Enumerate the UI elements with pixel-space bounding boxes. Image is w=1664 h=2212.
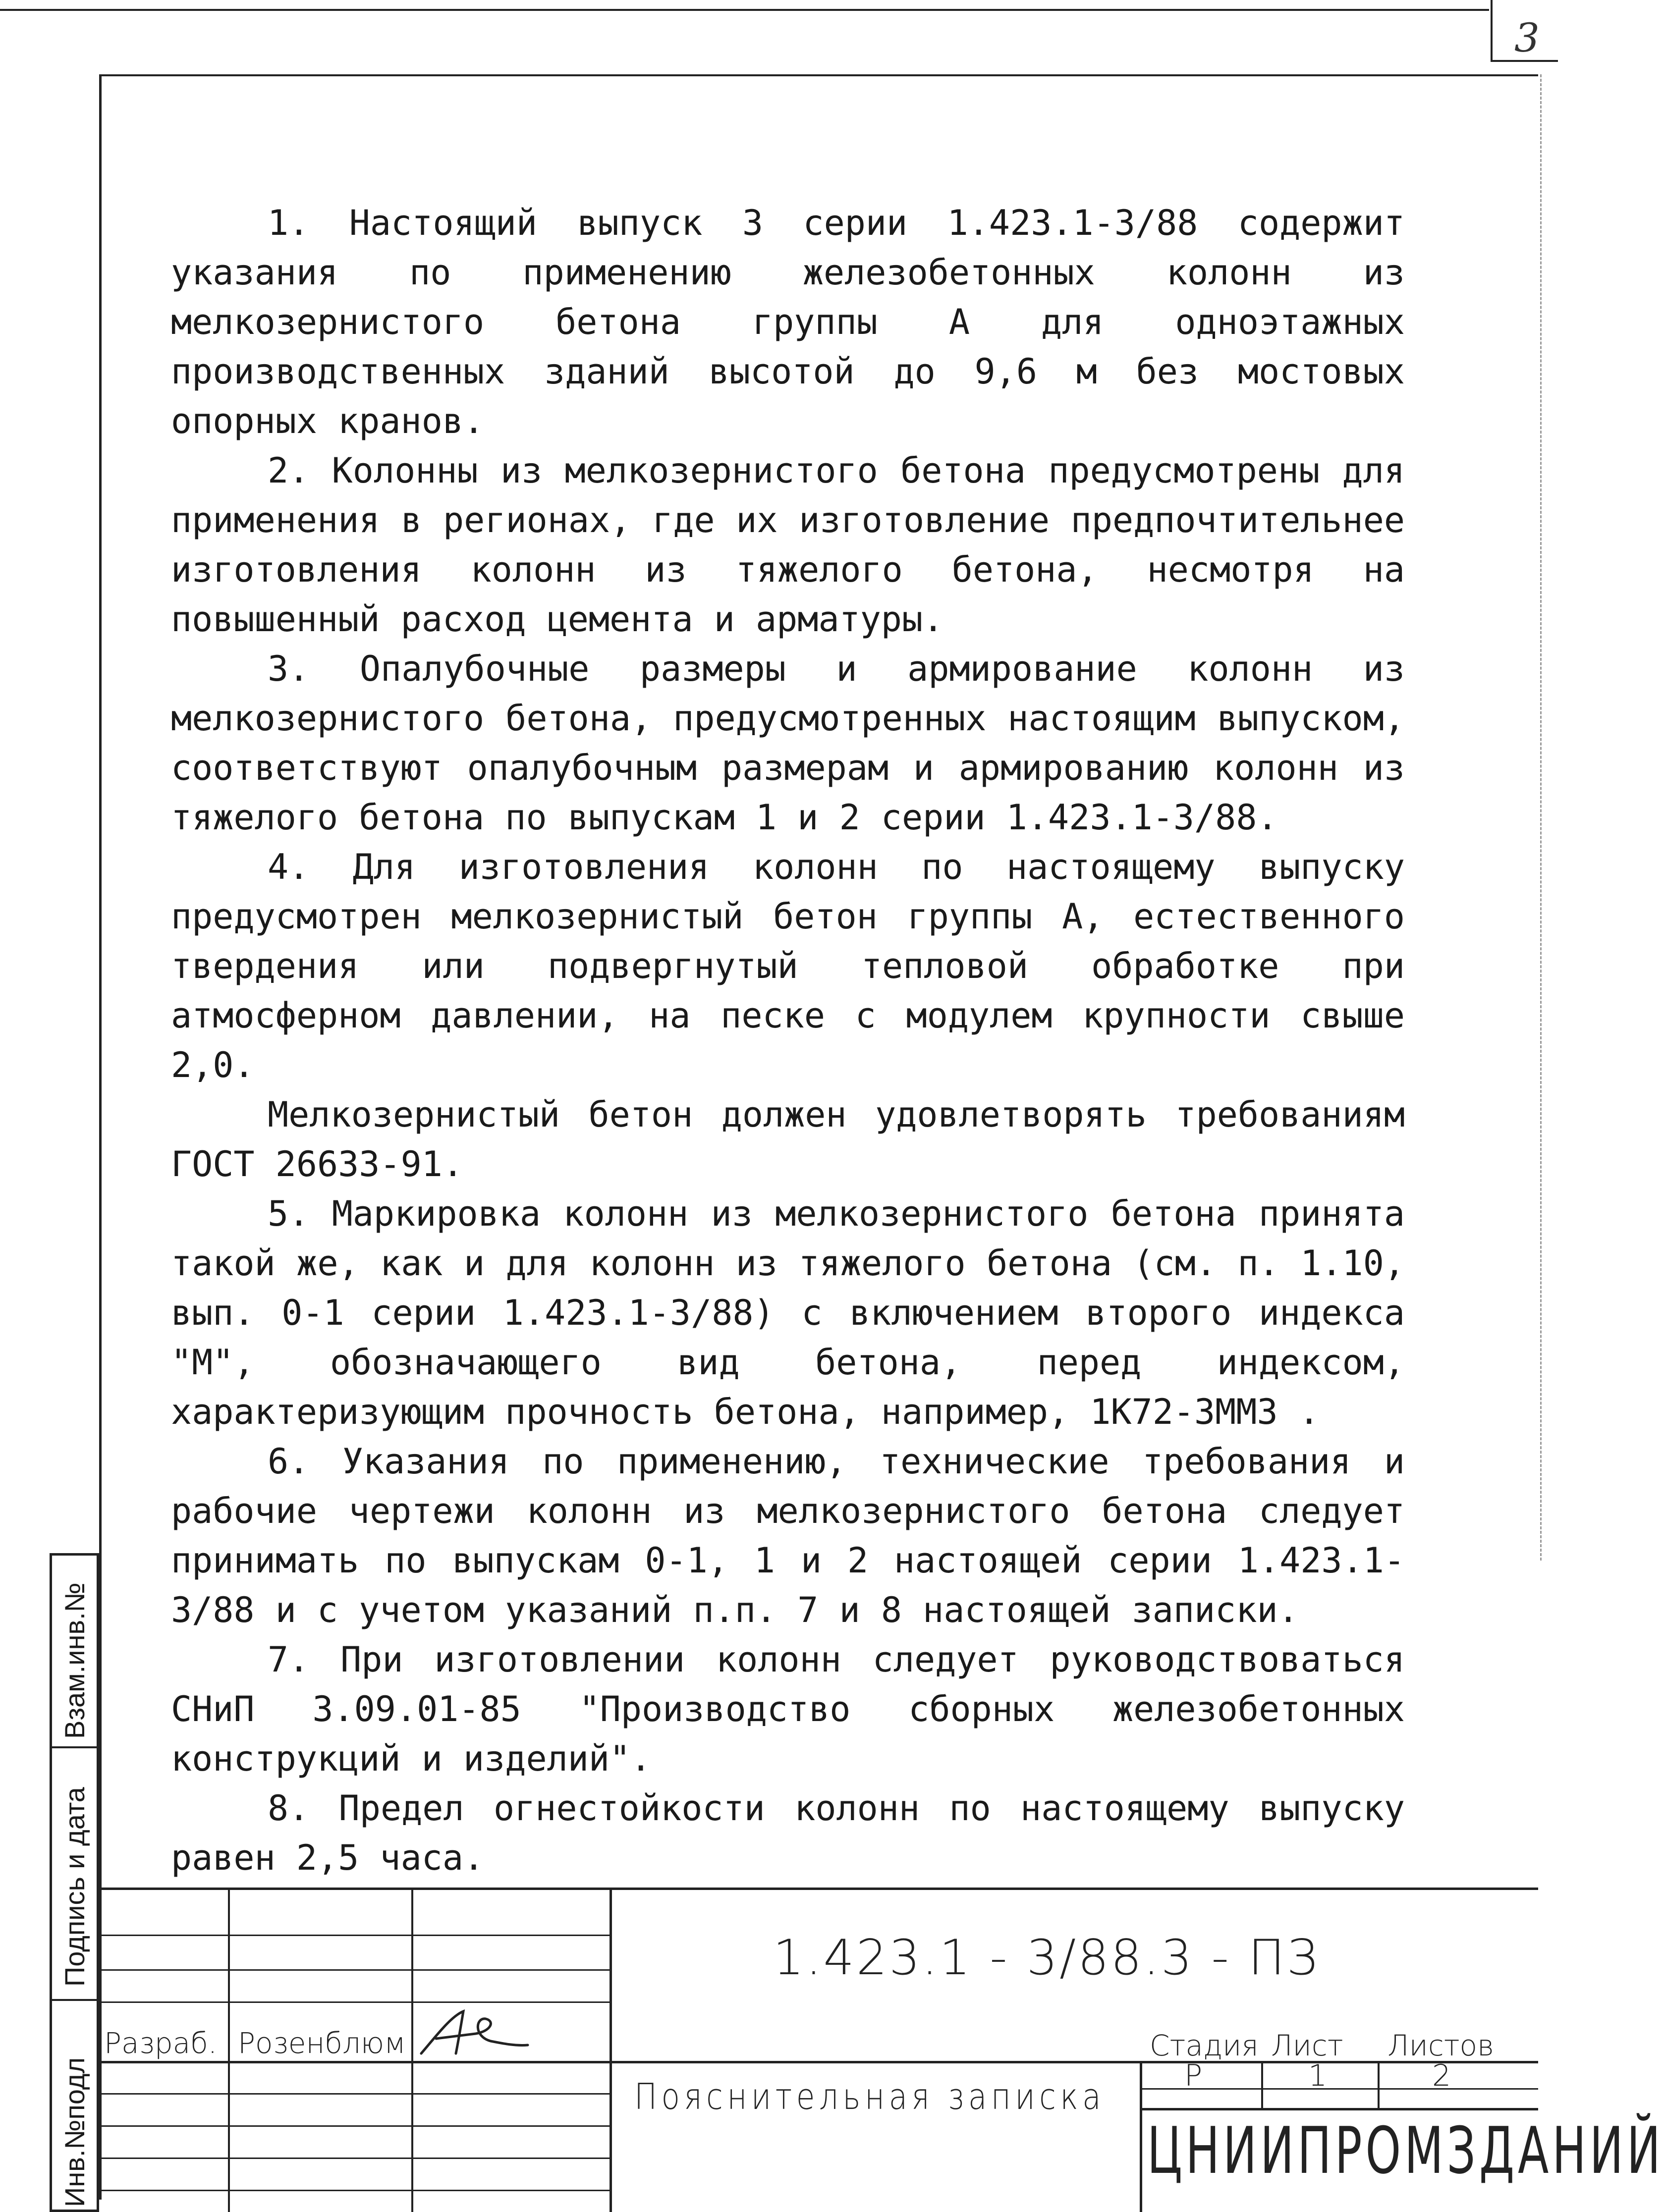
paragraph-4-note: Мелкозернистый бетон должен удовлетворять требованиям ГОСТ 26633-91. (171, 1094, 1405, 1185)
paragraph-8: 8. Предел огнестойкости колонн по настоящему выпуску равен 2,5 часа. (171, 1788, 1405, 1878)
paragraph-7: 7. При изготовлении колонн следует руководствоваться СНиП 3.09.01-85 "Производство сборных железобетонных конструкций и изделий". (171, 1639, 1405, 1779)
stamp-column-line (1261, 2061, 1263, 2108)
paragraph-6: 6. Указания по применению, технические требования и рабочие чертежи колонн из мелкозернистого бетона следует принимать по выпускам 0-1, 1 и 2 настоящей серии 1.423.1-3/88 и с учетом указаний п.п. 7 и 8 настоящей записки. (171, 1441, 1405, 1630)
paragraph-4: 4. Для изготовления колонн по настоящему выпуску предусмотрен мелкозернистый бетон группы А, естественного твердения или подвергнутый тепловой обработке при атмосферном давлении, на песке с модулем крупности свыше 2,0. (171, 847, 1405, 1085)
stamp-column-line (228, 1888, 230, 2212)
explanatory-text (171, 198, 1405, 1883)
developer-signature (416, 2006, 530, 2061)
sheet-number: 3 (1514, 15, 1540, 61)
stamp-row-line (99, 2125, 610, 2127)
stamp-row-line (99, 2001, 610, 2003)
signature-date-label: Подпись и дата (59, 1787, 90, 1987)
developer-role-label: Разраб. (104, 2026, 218, 2060)
sheet-value: 1 (1308, 2058, 1328, 2093)
document-code: 1.423.1 - 3/88.3 - ПЗ (773, 1930, 1320, 1986)
stamp-row-line (99, 1969, 610, 1971)
paragraph-5: 5. Маркировка колонн из мелкозернистого бетона принята такой же, как и для колонн из тяжелого бетона (см. п. 1.10, вып. 0-1 серии 1.423.1-3/88) с включением второго индекса "М", обозначающего вид бетона, перед индексом, характеризующим прочность бетона, например, 1К72-3ММ3 . (171, 1193, 1405, 1432)
stage-header: Стадия (1150, 2029, 1259, 2062)
stage-value: Р (1184, 2058, 1203, 2093)
paragraph-3: 3. Опалубочные размеры и армирование колонн из мелкозернистого бетона, предусмотренных настоящим выпуском, соответствуют опалубочным размерам и армированию колонн из тяжелого бетона по выпускам 1 и 2 серии 1.423.1-3/88. (171, 648, 1405, 838)
stamp-row-line (99, 2158, 610, 2159)
right-edge-line (1540, 74, 1542, 1561)
stamp-row-line (1140, 2108, 1538, 2110)
developer-name: Розенблюм (238, 2026, 406, 2060)
inventory-number-label: Инв.№подл (59, 2057, 90, 2207)
stamp-column-line (610, 1888, 612, 2212)
stamp-column-line (1378, 2061, 1380, 2108)
stamp-row-line (99, 2190, 610, 2191)
stamp-row-line (99, 2093, 610, 2095)
stamp-column-line (1140, 2061, 1142, 2212)
stamp-row-line (99, 1935, 610, 1936)
side-strip-divider (52, 1999, 97, 2001)
paragraph-2: 2. Колонны из мелкозернистого бетона предусмотрены для применения в регионах, где их изготовление предпочтительнее изготовления колонн из тяжелого бетона, несмотря на повышенный расход цемента и арматуры. (171, 450, 1405, 640)
sheets-header: Листов (1387, 2029, 1495, 2062)
sheet-header: Лист (1271, 2029, 1343, 2062)
top-border-line (0, 9, 1489, 11)
paragraph-1: 1. Настоящий выпуск 3 серии 1.423.1-3/88 содержит указания по применению железобетонных колонн из мелкозернистого бетона группы А для одноэтажных производственных зданий высотой до 9,6 м без мостовых опорных кранов. (171, 203, 1405, 441)
side-strip-divider (52, 1746, 97, 1748)
document-title: Пояснительная записка (634, 2076, 1106, 2117)
sheets-value: 2 (1432, 2058, 1451, 2093)
stamp-column-line (411, 1888, 413, 2212)
organization-name: ЦНИИПРОМЗДАНИЙ (1147, 2113, 1664, 2188)
replace-inventory-label: Взам.инв.№ (59, 1582, 90, 1739)
